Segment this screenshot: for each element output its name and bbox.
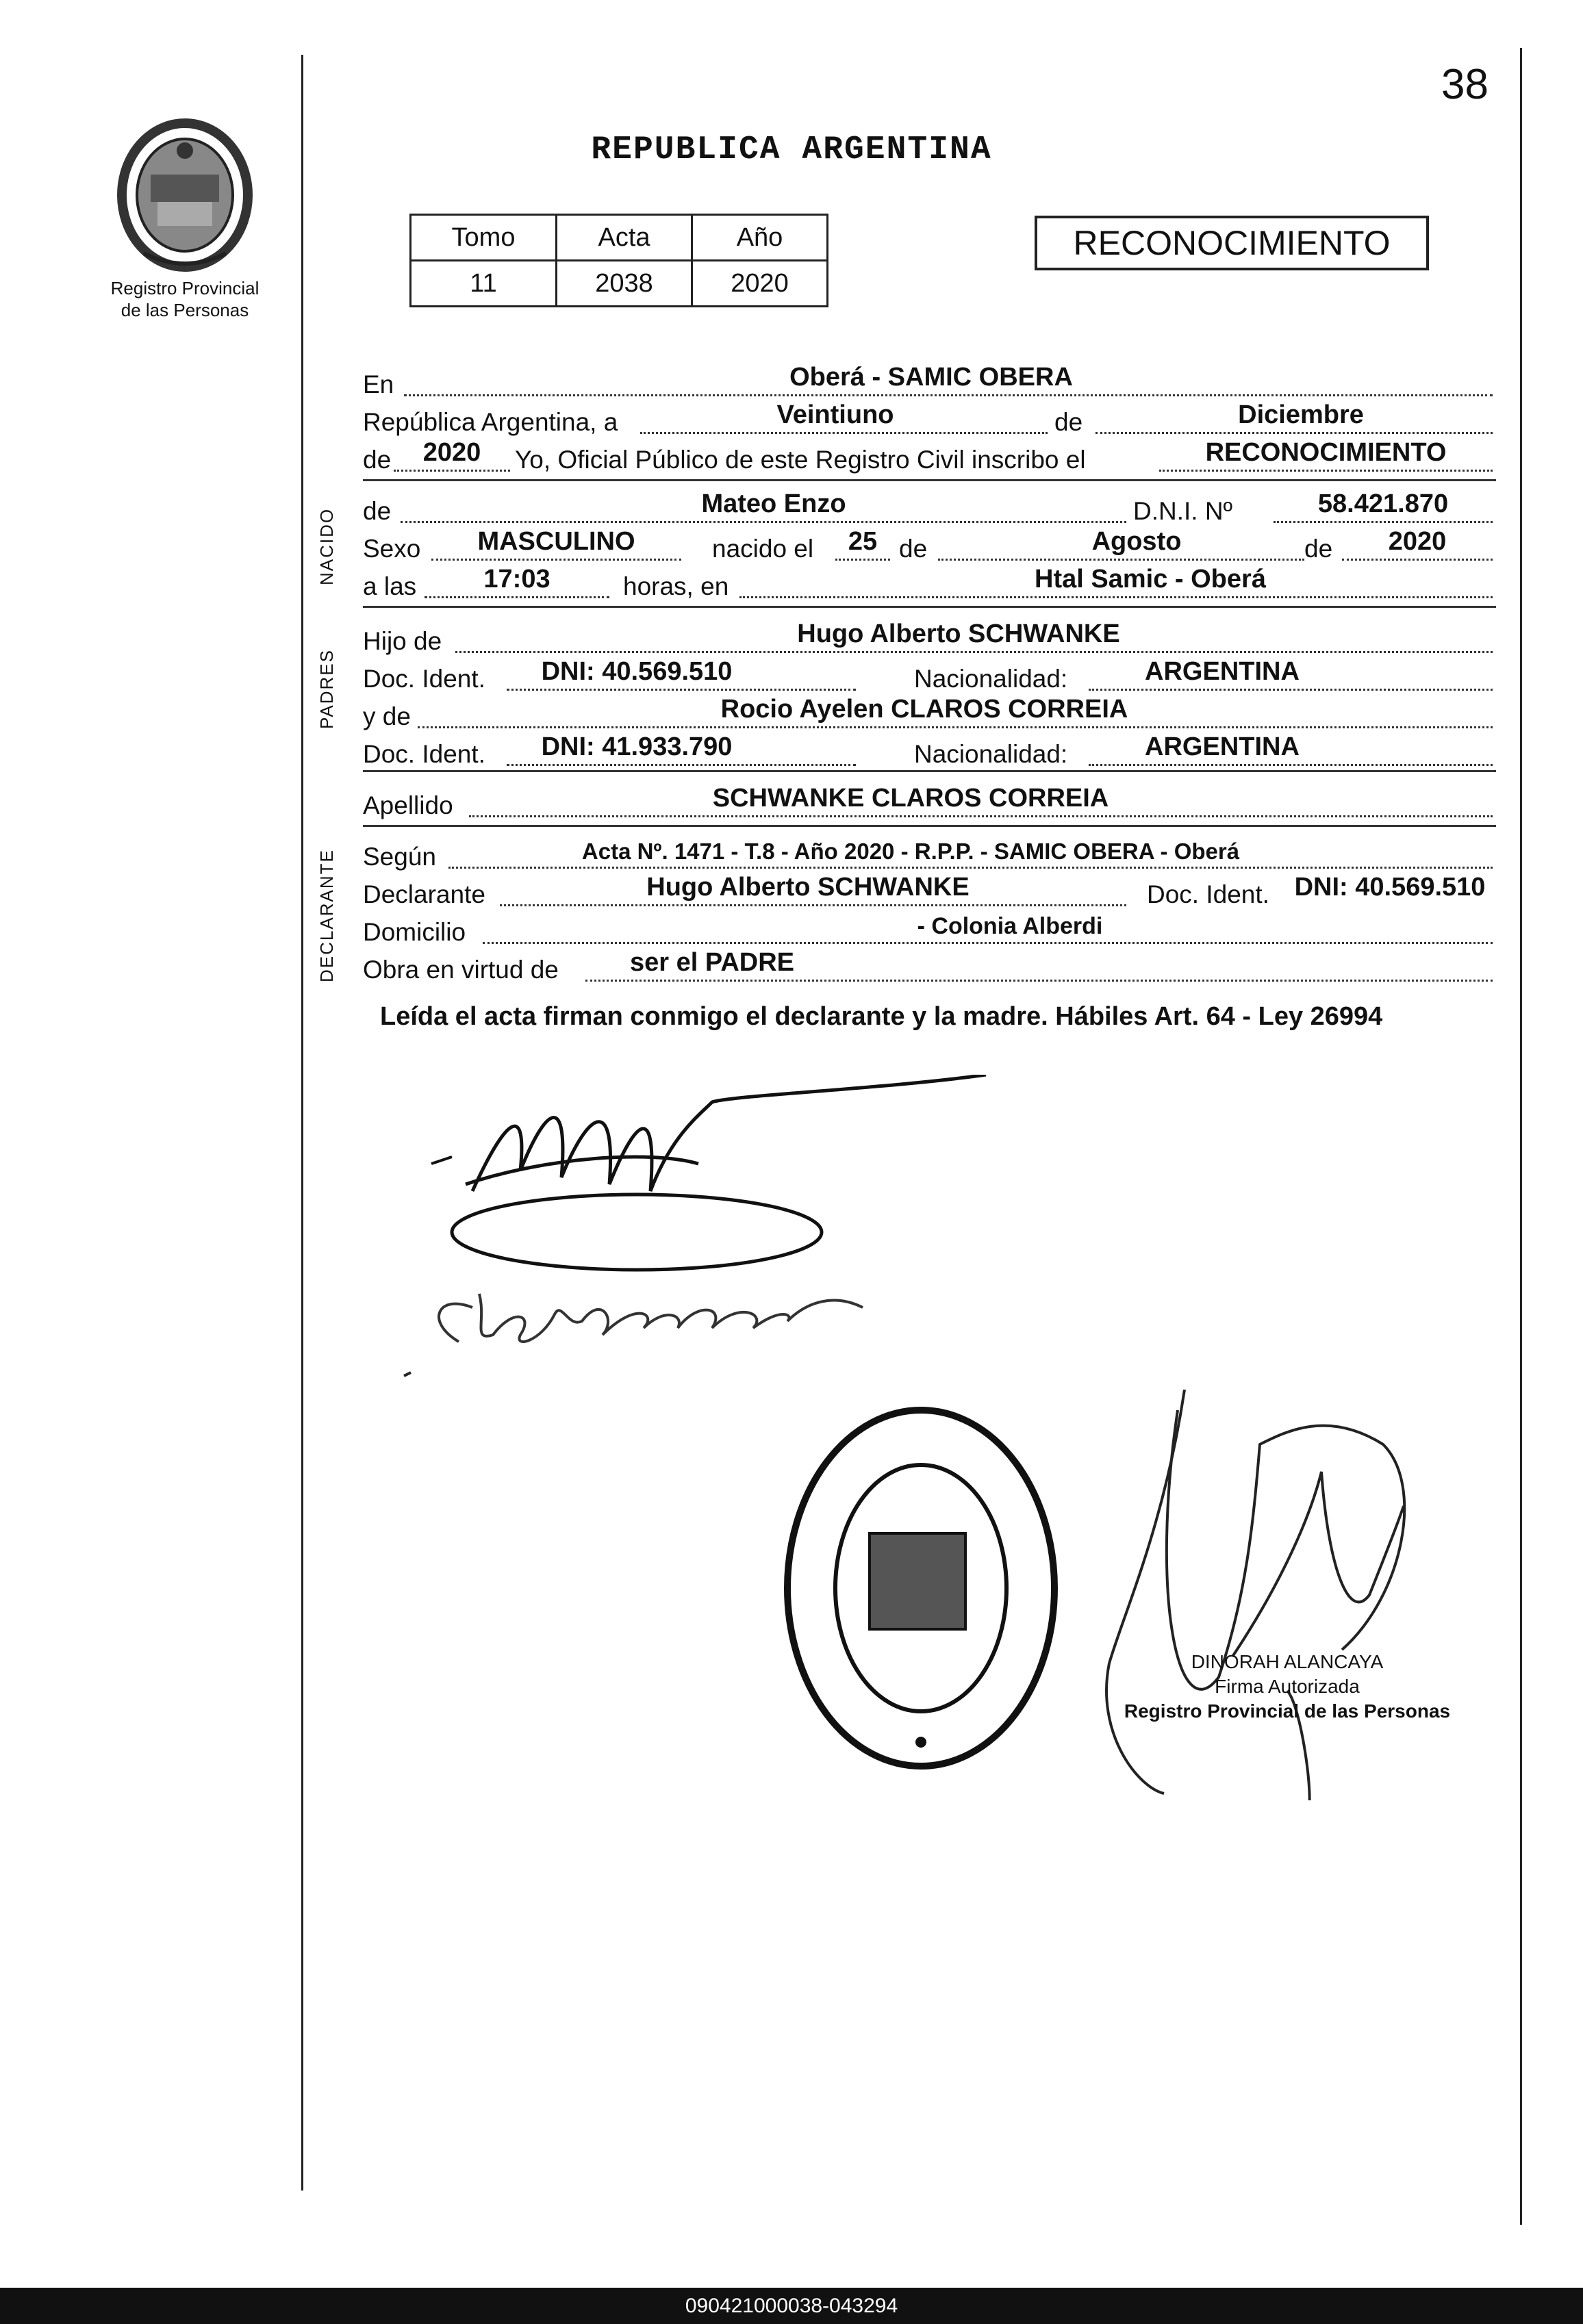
act-type-box: RECONOCIMIENTO — [1035, 216, 1429, 270]
value-padre-nac: ARGENTINA — [1145, 657, 1300, 686]
value-lugar-nac: Htal Samic - Oberá — [1035, 565, 1266, 593]
row-sexo-nacimiento: Sexo MASCULINO nacido el 25 de Agosto de 2020 — [363, 531, 1493, 565]
value-nac-mes: Agosto — [1091, 527, 1182, 556]
row-domicilio: Domicilio - Colonia Alberdi — [363, 914, 1493, 948]
signer-name: DINORAH ALANCAYA — [1191, 1651, 1384, 1672]
value-madre-nac: ARGENTINA — [1145, 732, 1300, 761]
value-declarante-doc: DNI: 40.569.510 — [1294, 873, 1486, 902]
page-number: 38 — [1441, 61, 1489, 108]
row-padre-doc: Doc. Ident. DNI: 40.569.510 Nacionalidad: ARGENTINA — [363, 661, 1493, 695]
logo-caption: Registro Provincial de las Personas — [110, 278, 259, 320]
row-hora-lugar: a las 17:03 horas, en Htal Samic - Oberá — [363, 568, 1493, 602]
value-madre-doc: DNI: 41.933.790 — [541, 732, 733, 761]
declarant-signature — [411, 1075, 1027, 1280]
section-separator — [363, 479, 1496, 481]
value-lugar: Oberá - SAMIC OBERA — [789, 363, 1073, 392]
signer-office: Registro Provincial de las Personas — [1124, 1700, 1451, 1722]
official-signature — [1082, 1390, 1438, 1800]
row-apellido: Apellido SCHWANKE CLAROS CORREIA — [363, 787, 1493, 821]
row-inscripcion: de 2020 Yo, Oficial Público de este Registro Civil inscribo el RECONOCIMIENTO — [363, 442, 1493, 476]
value-nac-dia: 25 — [848, 527, 878, 556]
row-obra: Obra en virtud de ser el PADRE — [363, 952, 1493, 986]
section-label-declarante: DECLARANTE — [316, 849, 337, 982]
value-mes: Diciembre — [1238, 400, 1364, 429]
value-obra: ser el PADRE — [629, 948, 795, 977]
row-madre: y de Rocio Ayelen CLAROS CORREIA — [363, 698, 1493, 732]
mother-signature — [397, 1253, 917, 1390]
footer-document-code: 090421000038-043294 — [0, 2288, 1583, 2324]
registry-table — [409, 214, 828, 307]
document-title: REPUBLICA ARGENTINA — [591, 131, 992, 168]
value-anio: 2020 — [422, 438, 481, 467]
value-apellido: SCHWANKE CLAROS CORREIA — [712, 784, 1109, 813]
right-margin-rule — [1520, 48, 1522, 2225]
closing-statement: Leída el acta firman conmigo el declarante y la madre. Hábiles Art. 64 - Ley 26994 — [380, 1002, 1383, 1031]
row-lugar: En Oberá - SAMIC OBERA — [363, 366, 1493, 400]
table-value-anio: 2020 — [692, 261, 828, 307]
table-value-acta: 2038 — [557, 261, 692, 307]
row-madre-doc: Doc. Ident. DNI: 41.933.790 Nacionalidad: ARGENTINA — [363, 736, 1493, 770]
value-segun: Acta Nº. 1471 - T.8 - Año 2020 - R.P.P. - SAMIC OBERA - Oberá — [581, 839, 1240, 864]
value-sexo: MASCULINO — [477, 527, 635, 556]
section-label-padres: PADRES — [316, 649, 337, 729]
row-fecha: República Argentina, a Veintiuno de Diciembre — [363, 404, 1493, 438]
province-coat-of-arms-logo — [103, 110, 267, 277]
value-hora: 17:03 — [483, 565, 550, 593]
value-dia: Veintiuno — [776, 400, 894, 429]
left-margin-rule — [301, 55, 303, 2191]
value-nombre: Mateo Enzo — [701, 489, 846, 518]
official-stamp — [774, 1396, 1068, 1780]
authorized-signature-block — [1089, 1650, 1486, 1724]
section-label-nacido: NACIDO — [316, 507, 337, 585]
value-madre: Rocio Ayelen CLAROS CORREIA — [720, 695, 1128, 724]
value-padre: Hugo Alberto SCHWANKE — [797, 620, 1120, 648]
value-domicilio: - Colonia Alberdi — [917, 913, 1103, 939]
table-header-tomo: Tomo — [411, 215, 557, 261]
value-dni: 58.421.870 — [1317, 489, 1449, 518]
table-header-acta: Acta — [557, 215, 692, 261]
row-nombre: de Mateo Enzo D.N.I. Nº 58.421.870 — [363, 493, 1493, 527]
value-declarante: Hugo Alberto SCHWANKE — [646, 873, 970, 902]
value-acto: RECONOCIMIENTO — [1205, 438, 1447, 467]
signer-title: Firma Autorizada — [1215, 1676, 1360, 1697]
table-value-tomo: 11 — [411, 261, 557, 307]
value-nac-anio: 2020 — [1388, 527, 1447, 556]
row-segun: Según Acta Nº. 1471 - T.8 - Año 2020 - R.P.P. - SAMIC OBERA - Oberá — [363, 839, 1493, 873]
table-header-anio: Año — [692, 215, 828, 261]
row-declarante: Declarante Hugo Alberto SCHWANKE Doc. Ident. DNI: 40.569.510 — [363, 876, 1493, 910]
row-padre: Hijo de Hugo Alberto SCHWANKE — [363, 623, 1493, 657]
value-padre-doc: DNI: 40.569.510 — [541, 657, 733, 686]
